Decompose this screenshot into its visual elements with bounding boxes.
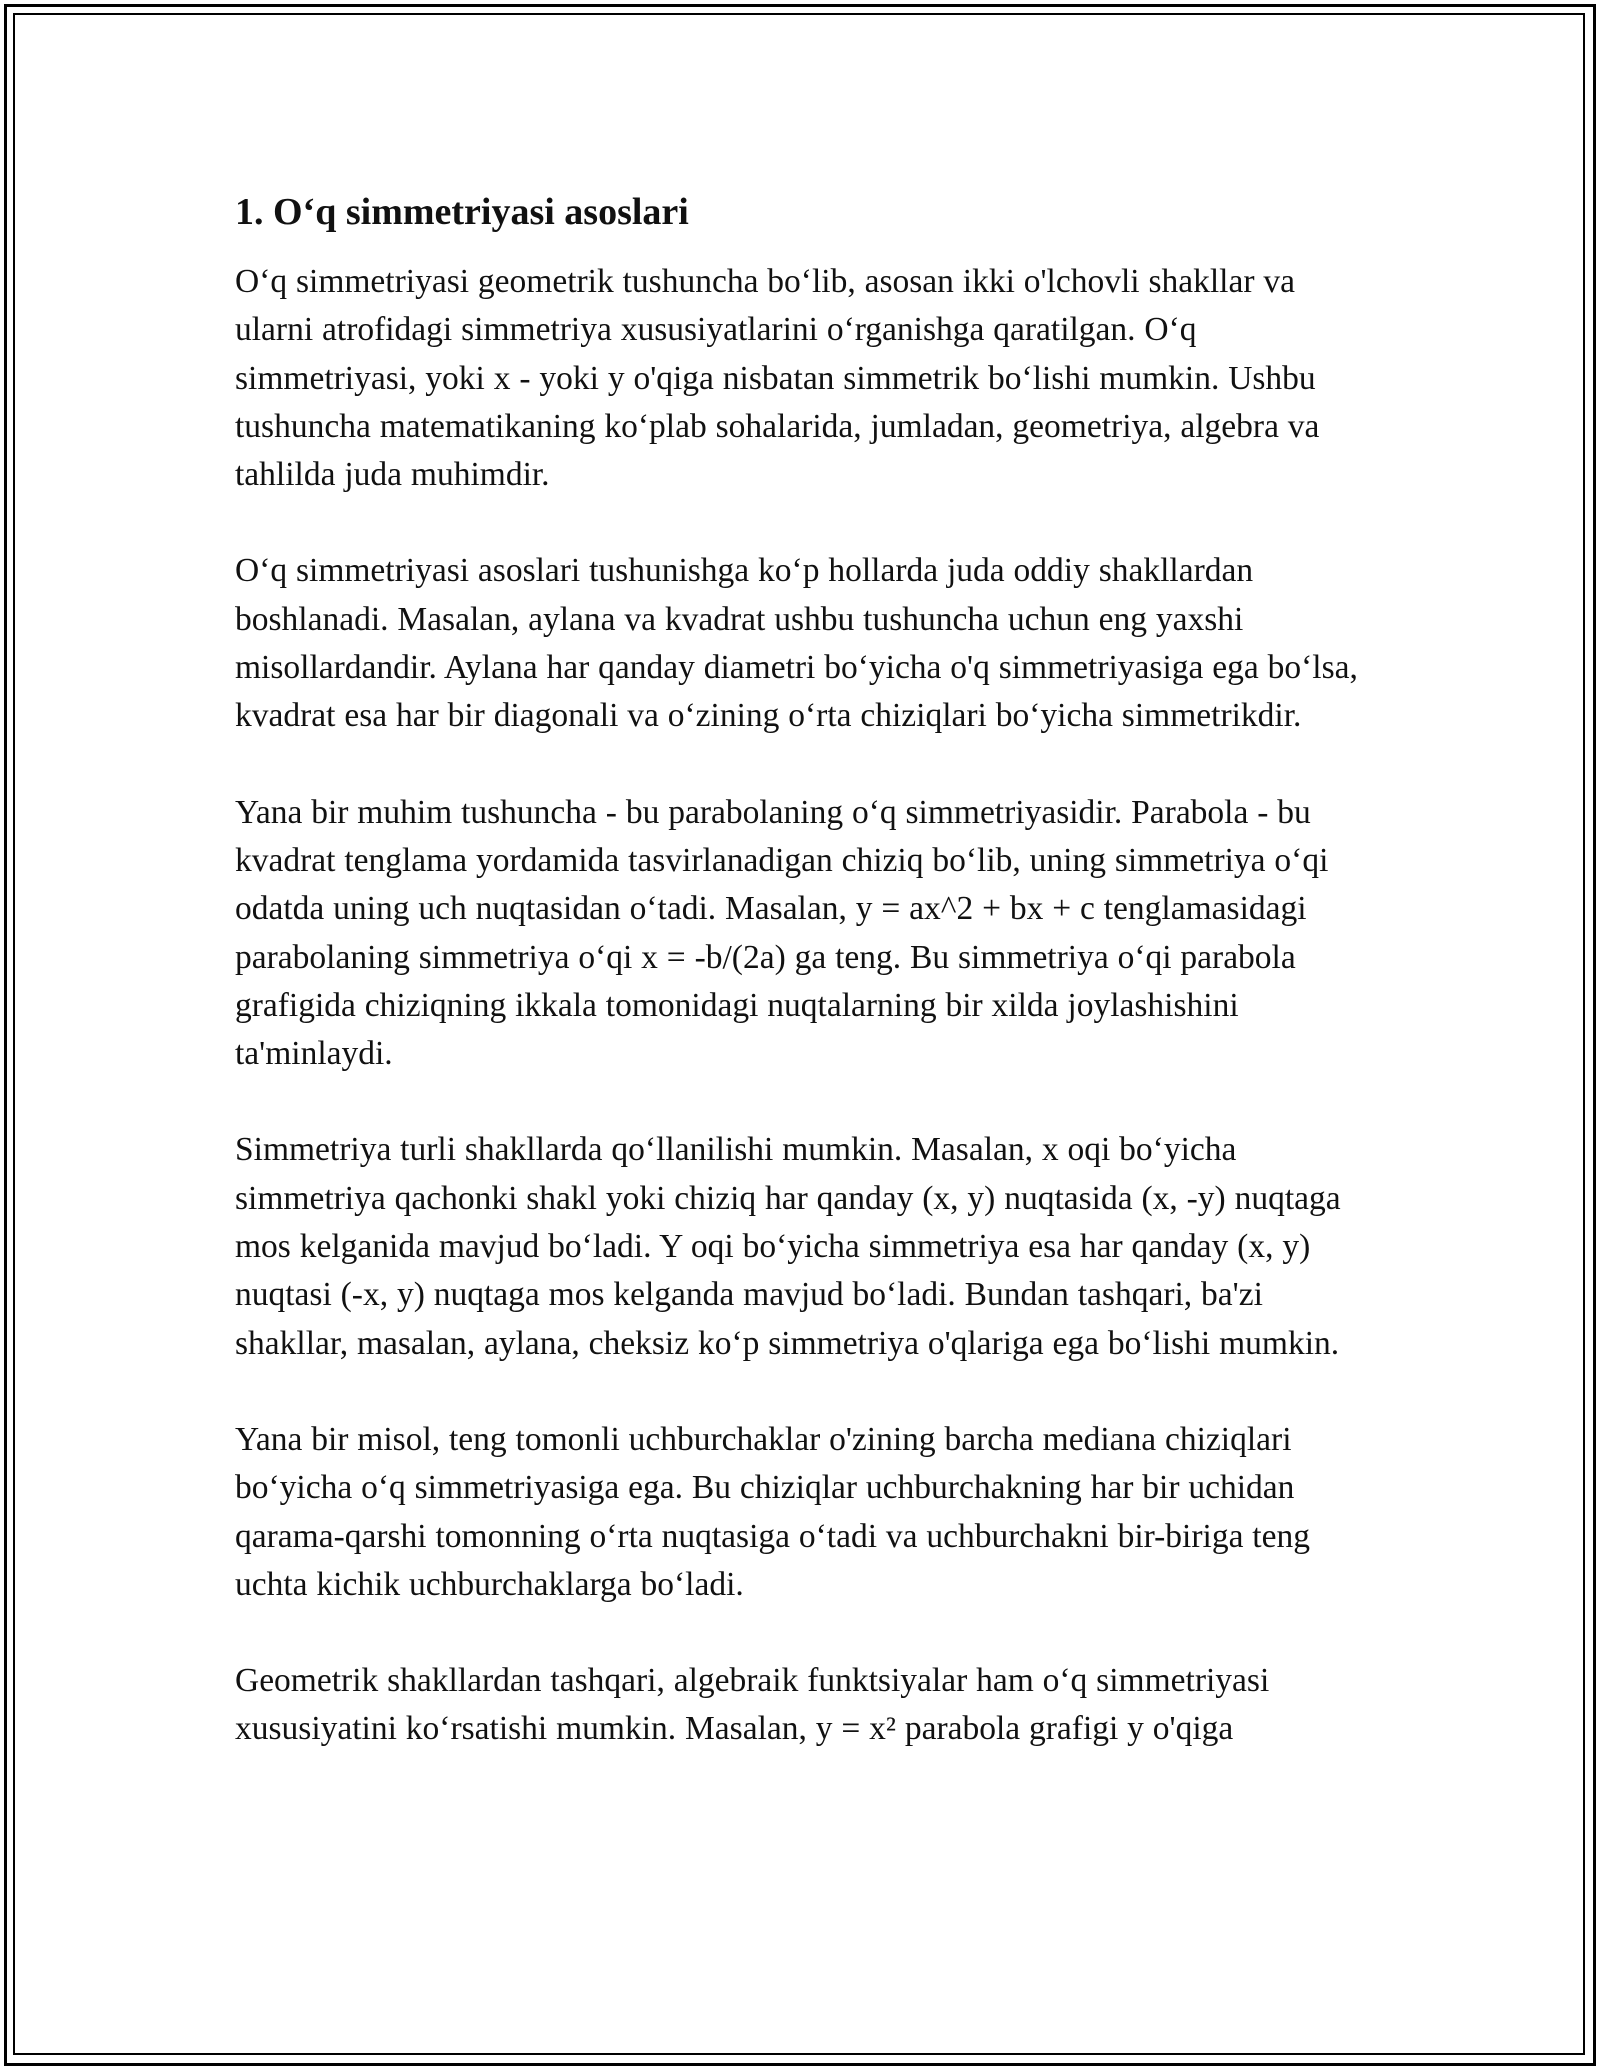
paragraph-6: Geometrik shakllardan tashqari, algebraik funktsiyalar ham o‘q simmetriyasi xususiyatini ko‘rsatishi mumkin. Masalan, y = x² parabola grafigi y o'qiga [235, 1662, 1270, 1748]
paragraph-1: O‘q simmetriyasi geometrik tushuncha bo‘lib, asosan ikki o'lchovli shakllar va ularni atrofidagi simmetriya xususiyatlarini o‘rganishga qaratilgan. O‘q simmetriyasi, yoki x - yoki y o'qiga nisbatan simmetrik bo‘lishi mumkin. Ushbu tushuncha matematikaning ko‘plab sohalarida, jumladan, geometriya, algebra va tahlilda juda muhimdir. [235, 263, 1320, 494]
section-heading: 1. O‘q simmetriyasi asoslari [235, 191, 689, 233]
paragraph-4: Simmetriya turli shakllarda qo‘llanilishi mumkin. Masalan, x oqi bo‘yicha simmetriya qachonki shakl yoki chiziq har qanday (x, y) nuqtasida (x, -y) nuqtaga mos kelganida mavjud bo‘ladi. Y oqi bo‘yicha simmetriya esa har qanday (x, y) nuqtasi (-x, y) nuqtaga mos kelganda mavjud bo‘ladi. Bundan tashqari, ba'zi shakllar, masalan, aylana, cheksiz ko‘p simmetriya o'qlariga ega bo‘lishi mumkin. [235, 1131, 1341, 1362]
paragraph-2: O‘q simmetriyasi asoslari tushunishga ko‘p hollarda juda oddiy shakllardan boshlanadi. Masalan, aylana va kvadrat ushbu tushuncha uchun eng yaxshi misollardandir. Aylana har qanday diametri bo‘yicha o'q simmetriyasiga ega bo‘lsa, kvadrat esa har bir diagonali va o‘zining o‘rta chiziqlari bo‘yicha simmetrikdir. [235, 552, 1358, 735]
paragraph-5: Yana bir misol, teng tomonli uchburchaklar o'zining barcha mediana chiziqlari bo‘yicha o‘q simmetriyasiga ega. Bu chiziqlar uchburchakning har bir uchidan qarama-qarshi tomonning o‘rta nuqtasiga o‘tadi va uchburchakni bir-biriga teng uchta kichik uchburchaklarga bo‘ladi. [235, 1420, 1310, 1603]
document-body [235, 188, 1375, 1802]
paragraph-3: Yana bir muhim tushuncha - bu parabolaning o‘q simmetriyasidir. Parabola - bu kvadrat tenglama yordamida tasvirlanadigan chiziq bo‘lib, uning simmetriya o‘qi odatda uning uch nuqtasidan o‘tadi. Masalan, y = ax^2 + bx + c tenglamasidagi parabolaning simmetriya o‘qi x = -b/(2a) ga teng. Bu simmetriya o‘qi parabola grafigida chiziqning ikkala tomonidagi nuqtalarning bir xilda joylashishini ta'minlaydi. [235, 793, 1329, 1073]
